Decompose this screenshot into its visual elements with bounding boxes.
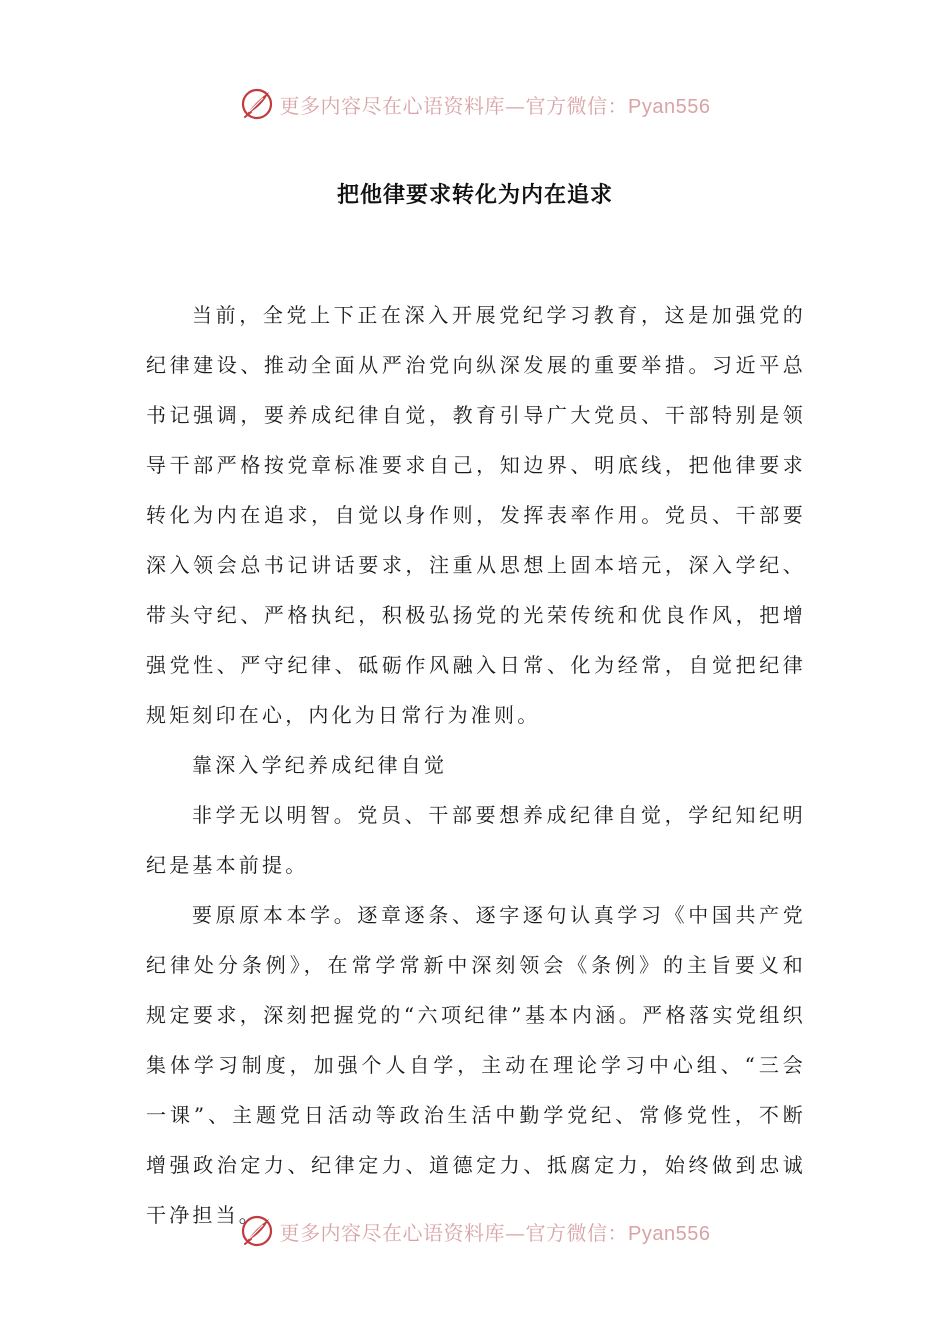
document-body <box>146 290 806 1240</box>
section-heading: 靠深入学纪养成纪律自觉 <box>192 753 448 777</box>
paragraph: 要原原本本学。逐章逐条、逐字逐句认真学习《中国共产党纪律处分条例》，在常学常新中深刻领会《条例》的主旨要义和规定要求，深刻把握党的“六项纪律”基本内涵。严格落实党组织集体学习制度，加强个人自学，主动在理论学习中心组、“三会一课”、主题党日活动等政治生活中勤学党纪、常修党性，不断增强政治定力、纪律定力、道德定力、抵腐定力，始终做到忠诚干净担当。 <box>146 903 806 1227</box>
header-watermark <box>0 84 950 124</box>
watermark-text: 更多内容尽在心语资料库—官方微信：Pyan556 <box>279 1220 711 1245</box>
watermark-wechat-id: Pyan556 <box>628 1222 711 1245</box>
watermark-text: 更多内容尽在心语资料库—官方微信：Pyan556 <box>279 93 711 118</box>
paragraph: 当前，全党上下正在深入开展党纪学习教育，这是加强党的纪律建设、推动全面从严治党向纵深发展的重要举措。习近平总书记强调，要养成纪律自觉，教育引导广大党员、干部特别是领导干部严格按党章标准要求自己，知边界、明底线，把他律要求转化为内在追求，自觉以身作则，发挥表率作用。党员、干部要深入领会总书记讲话要求，注重从思想上固本培元，深入学纪、带头守纪、严格执纪，积极弘扬党的光荣传统和优良作风，把增强党性、严守纪律、砥砺作风融入日常、化为经常，自觉把纪律规矩刻印在心，内化为日常行为准则。 <box>146 303 806 727</box>
paragraph: 非学无以明智。党员、干部要想养成纪律自觉，学纪知纪明纪是基本前提。 <box>146 803 806 877</box>
footer-watermark <box>0 1211 950 1251</box>
quill-seal-icon <box>240 87 274 121</box>
document-title: 把他律要求转化为内在追求 <box>336 183 613 208</box>
watermark-wechat-id: Pyan556 <box>628 95 711 118</box>
quill-seal-icon <box>240 1214 274 1248</box>
